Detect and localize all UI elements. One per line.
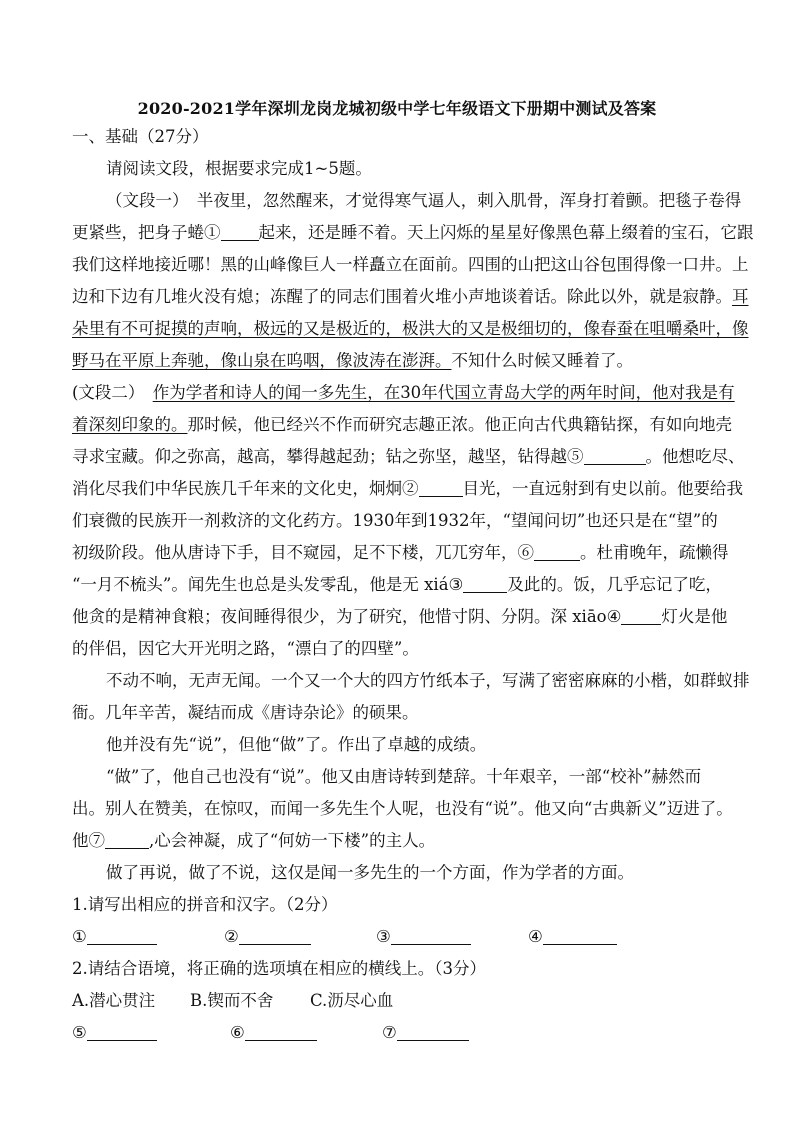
answer-slot (72, 1022, 230, 1044)
blank-label: ⑥ (230, 1023, 245, 1042)
passage5-line3-rest: ,心会神凝，成了“何妨一下楼”的主人。 (149, 831, 436, 850)
passage1-line2 (72, 222, 754, 244)
passage2-line2 (72, 414, 732, 436)
answer-blank[interactable] (397, 1024, 469, 1041)
blank-3 (463, 576, 507, 593)
answer-slot (72, 926, 224, 948)
answer-blank[interactable] (87, 1024, 157, 1041)
passage2-line7-rest: 及此的。饭，几乎忘记了吃， (507, 575, 722, 594)
passage2-label: (文段二） (72, 383, 153, 402)
answer-slot (382, 1022, 469, 1044)
blank-label: ① (72, 927, 87, 946)
question-2-answer-row (72, 1022, 469, 1044)
passage2-line6-text: 初级阶段。他从唐诗下手，目不窥园，足不下楼，兀兀穷年，⑥ (72, 543, 534, 562)
passage1-line4 (72, 286, 749, 308)
answer-blank[interactable] (87, 928, 157, 945)
blank-label: ③ (376, 927, 391, 946)
passage5-line1: “做”了，他自己也没有“说”。他又由唐诗转到楚辞。十年艰辛，一部“校补”赫然而 (106, 767, 702, 786)
passage1-line4-text: 边和下边有几堆火没有熄；冻醒了的同志们围着火堆小声地谈着话。除此以外，就是寂静。 (72, 287, 732, 306)
blank-1 (221, 224, 259, 241)
answer-blank[interactable] (391, 928, 471, 945)
answer-blank[interactable] (543, 928, 617, 945)
option-c: C.沥尽心血 (310, 991, 394, 1010)
passage1-line6 (72, 350, 633, 372)
answer-slot (528, 926, 617, 948)
passage3-line1: 不动不响，无声无闻。一个又一个大的四方竹纸本子，写满了密密麻麻的小楷，如群蚁排 (106, 671, 750, 690)
passage2-line5: 们衰微的民族开一剂救济的文化药方。1930年到1932年，“望闻问切”也还只是在“望”的 (72, 511, 718, 530)
passage1-line5-underlined: 朵里有不可捉摸的声响，极远的又是极近的，极洪大的又是极细切的，像春蚕在咀嚼桑叶，像 (72, 319, 749, 338)
passage2-line3-text: 寻求宝藏。仰之弥高，越高，攀得越起劲；钻之弥坚，越坚，钻得越⑤ (72, 447, 584, 466)
underlined-text: 作为学者和诗人的闻一多先生，在30年代国立青岛大学的两年时间，他对我是有 (152, 383, 735, 402)
blank-2 (419, 480, 463, 497)
option-a: A.潜心贯注 (72, 991, 156, 1010)
passage2-line4 (72, 478, 743, 500)
underlined-text: 耳 (732, 287, 749, 306)
blank-label: ② (224, 927, 239, 946)
underlined-text: 野马在平原上奔驰，像山泉在呜咽，像波涛在澎湃。 (72, 351, 452, 370)
blank-5 (584, 448, 646, 465)
option-b: B.锲而不舍 (190, 991, 274, 1010)
blank-label: ④ (528, 927, 543, 946)
answer-slot (224, 926, 376, 948)
passage2-line6 (72, 542, 729, 564)
section-heading: 一、基础（27分） (72, 127, 209, 146)
passage2-line3 (72, 446, 745, 468)
passage6: 做了再说，做了不说，这仅是闻一多先生的一个方面，作为学者的方面。 (106, 863, 634, 882)
passage2-line7 (72, 574, 722, 596)
blank-label: ⑤ (72, 1023, 87, 1042)
answer-blank[interactable] (239, 928, 311, 945)
blank-6 (534, 544, 580, 561)
passage4: 他并没有先“说”，但他“做”了。作出了卓越的成绩。 (106, 735, 487, 754)
passage1-line6-rest: 不知什么时候又睡着了。 (451, 351, 633, 370)
instruction: 请阅读文段，根据要求完成1~5题。 (106, 159, 372, 178)
passage2-line9: 的伴侣，因它大开光明之路，“漂白了的四壁”。 (72, 639, 419, 658)
passage5-line2: 出。别人在赞美，在惊叹，而闻一多先生个人呢，也没有“说”。他又向“古典新义”迈进了。 (72, 799, 733, 818)
passage5-line3 (72, 830, 435, 852)
passage2-line4-text: 消化尽我们中华民族几千年来的文化史，炯炯② (72, 479, 419, 498)
answer-blank[interactable] (245, 1024, 317, 1041)
answer-slot (376, 926, 528, 948)
blank-label: ⑦ (382, 1023, 397, 1042)
question-2: 2.请结合语境，将正确的选项填在相应的横线上。（3分） (72, 959, 486, 978)
passage2-line2-rest: 那时候，他已经兴不作而研究志趣正浓。他正向古代典籍钻探，有如向地壳 (187, 415, 732, 434)
question-2-options (72, 990, 393, 1012)
underlined-text: 着深刻印象的。 (72, 415, 188, 434)
passage2-line1 (72, 382, 735, 404)
passage2-line7-text: “一月不梳头”。闻先生也总是头发零乱，他是无 xiá③ (72, 575, 464, 594)
passage5-line3-text: 他⑦ (72, 831, 105, 850)
blank-7 (105, 832, 149, 849)
passage2-line8-rest: 灯火是他 (661, 607, 728, 626)
passage3-line2: 衙。几年辛苦，凝结而成《唐诗杂论》的硕果。 (72, 703, 419, 722)
document-title: 2020-2021学年深圳龙岗龙城初级中学七年级语文下册期中测试及答案 (137, 99, 657, 118)
question-1-answer-row (72, 926, 617, 948)
passage1-line2-text: 更紧些，把身子蜷① (72, 223, 221, 242)
passage2-line6-rest: 。杜甫晚年，疏懒得 (580, 543, 729, 562)
answer-slot (230, 1022, 382, 1044)
passage1-line3: 我们这样地接近哪！黑的山峰像巨人一样矗立在面前。四围的山把这山谷包围得像一口井。上 (72, 255, 749, 274)
question-1: 1.请写出相应的拼音和汉字。（2分） (72, 895, 338, 914)
passage1-line1: （文段一） 半夜里，忽然醒来，才觉得寒气逼人，刺入肌骨，浑身打着颤。把毯子卷得 (106, 191, 742, 210)
passage2-line8-text: 他贪的是精神食粮；夜间睡得很少，为了研究，他惜寸阴、分阴。深 xiāo④ (72, 607, 622, 626)
blank-4 (621, 608, 661, 625)
passage2-line4-rest: 目光，一直远射到有史以前。他要给我 (462, 479, 743, 498)
passage1-line2-rest: 起来，还是睡不着。天上闪烁的星星好像黑色幕上缀着的宝石，它跟 (258, 223, 754, 242)
passage2-line8 (72, 606, 727, 628)
passage2-line3-rest: 。他想吃尽、 (645, 447, 745, 466)
